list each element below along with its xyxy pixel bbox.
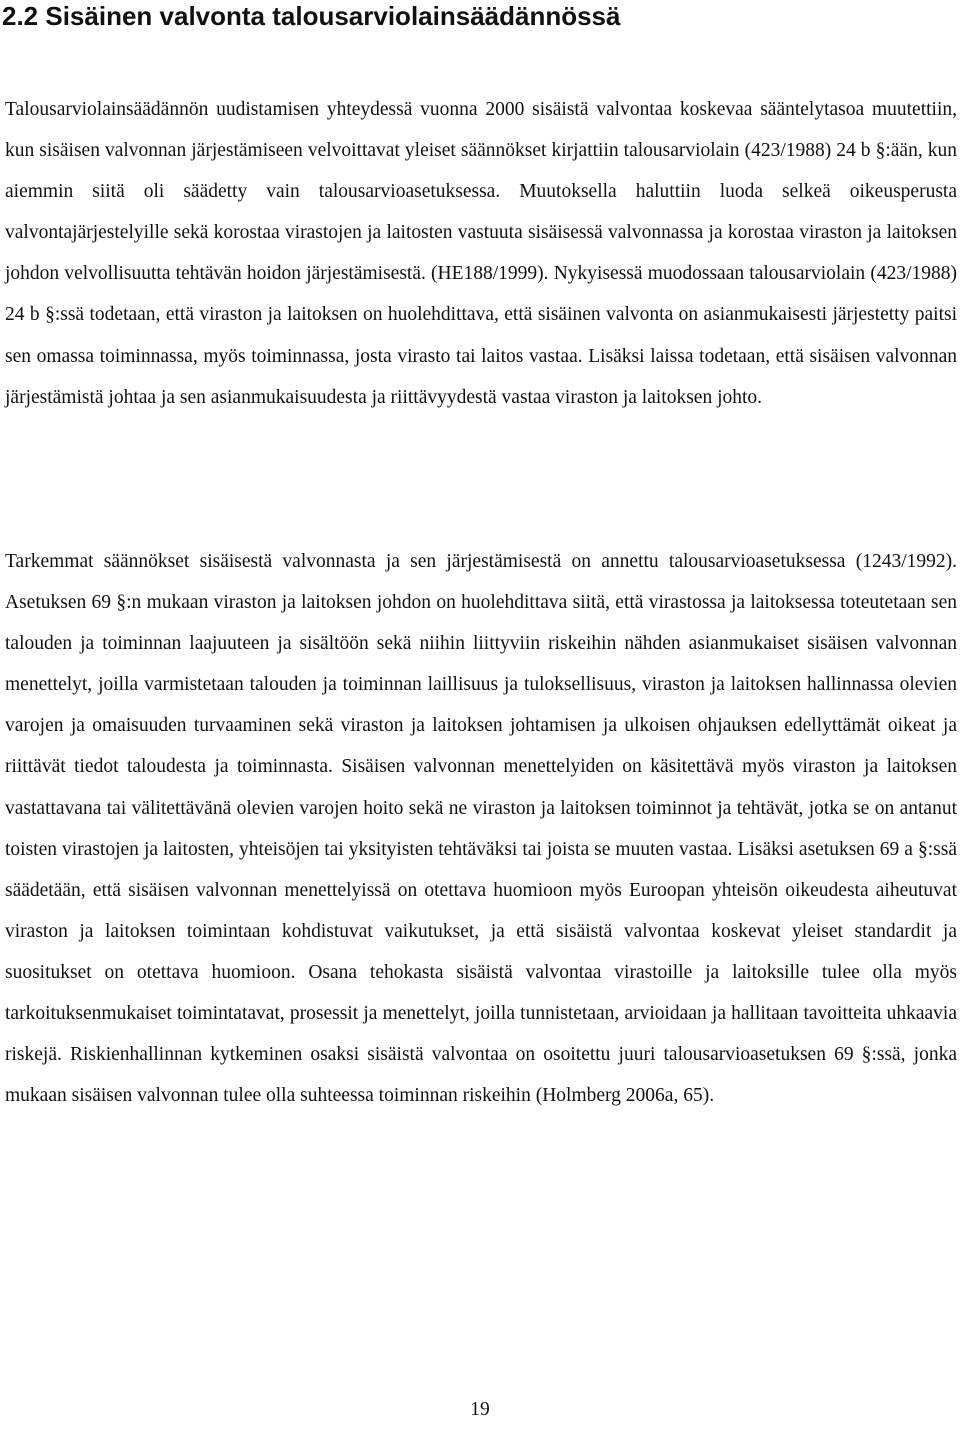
page-number: 19 (470, 1399, 490, 1420)
body-paragraph-2: Tarkemmat säännökset sisäisestä valvonnasta ja sen järjestämisestä on annettu talousarvioasetuksessa (1243/1992). Asetuksen 69 §:n mukaan viraston ja laitoksen johdon on huolehdittava siitä, että virastossa ja laitoksessa toteutetaan sen talouden ja toiminnan laajuuteen ja sisältöön sekä niihin liittyviin riskeihin nähden asianmukaiset sisäisen valvonnan menettelyt, joilla varmistetaan talouden ja toiminnan laillisuus ja tuloksellisuus, viraston ja laitoksen hallinnassa olevien varojen ja omaisuuden turvaaminen sekä viraston ja laitoksen johtamisen ja ulkoisen ohjauksen edellyttämät oikeat ja riittävät tiedot taloudesta ja toiminnasta. Sisäisen valvonnan menettelyiden on käsitettävä myös viraston ja laitoksen vastattavana tai välitettävänä olevien varojen hoito sekä ne viraston ja laitoksen toiminnot ja tehtävät, jotka se on antanut toisten virastojen ja laitosten, yhteisöjen tai yksityisten tehtäväksi tai joista se muuten vastaa. Lisäksi asetuksen 69 a §:ssä säädetään, että sisäisen valvonnan menettelyissä on otettava huomioon myös Euroopan yhteisön oikeudesta aiheutuvat viraston ja laitoksen toimintaan kohdistuvat vaikutukset, ja että sisäistä valvontaa koskevat yleiset standardit ja suositukset on otettava huomioon. Osana tehokasta sisäistä valvontaa virastoille ja laitoksille tulee olla myös tarkoituksenmukaiset toimintatavat, prosessit ja menettelyt, joilla tunnistetaan, arvioidaan ja hallitaan tavoitteita uhkaavia riskejä. Riskienhallinnan kytkeminen osaksi sisäistä valvontaa on osoitettu juuri talousarvioasetuksen 69 §:ssä, jonka mukaan sisäisen valvonnan tulee olla suhteessa toiminnan riskeihin (Holmberg 2006a, 65). (5, 551, 957, 1107)
section-heading: 2.2 Sisäinen valvonta talousarviolainsäädännössä (2, 1, 621, 31)
body-paragraph-1: Talousarviolainsäädännön uudistamisen yhteydessä vuonna 2000 sisäistä valvontaa koskevaa sääntelytasoa muutettiin, kun sisäisen valvonnan järjestämiseen velvoittavat yleiset säännökset kirjattiin talousarviolain (423/1988) 24 b §:ään, kun aiemmin siitä oli säädetty vain talousarvioasetuksessa. Muutoksella haluttiin luoda selkeä oikeusperusta valvontajärjestelyille sekä korostaa virastojen ja laitosten vastuuta sisäisessä valvonnassa ja korostaa viraston ja laitoksen johdon velvollisuutta tehtävän hoidon järjestämisestä. (HE188/1999). Nykyisessä muodossaan talousarviolain (423/1988) 24 b §:ssä todetaan, että viraston ja laitoksen on huolehdittava, että sisäinen valvonta on asianmukaisesti järjestetty paitsi sen omassa toiminnassa, myös toiminnassa, josta virasto tai laitos vastaa. Lisäksi laissa todetaan, että sisäisen valvonnan järjestämistä johtaa ja sen asianmukaisuudesta ja riittävyydestä vastaa viraston ja laitoksen johto. (5, 99, 957, 408)
